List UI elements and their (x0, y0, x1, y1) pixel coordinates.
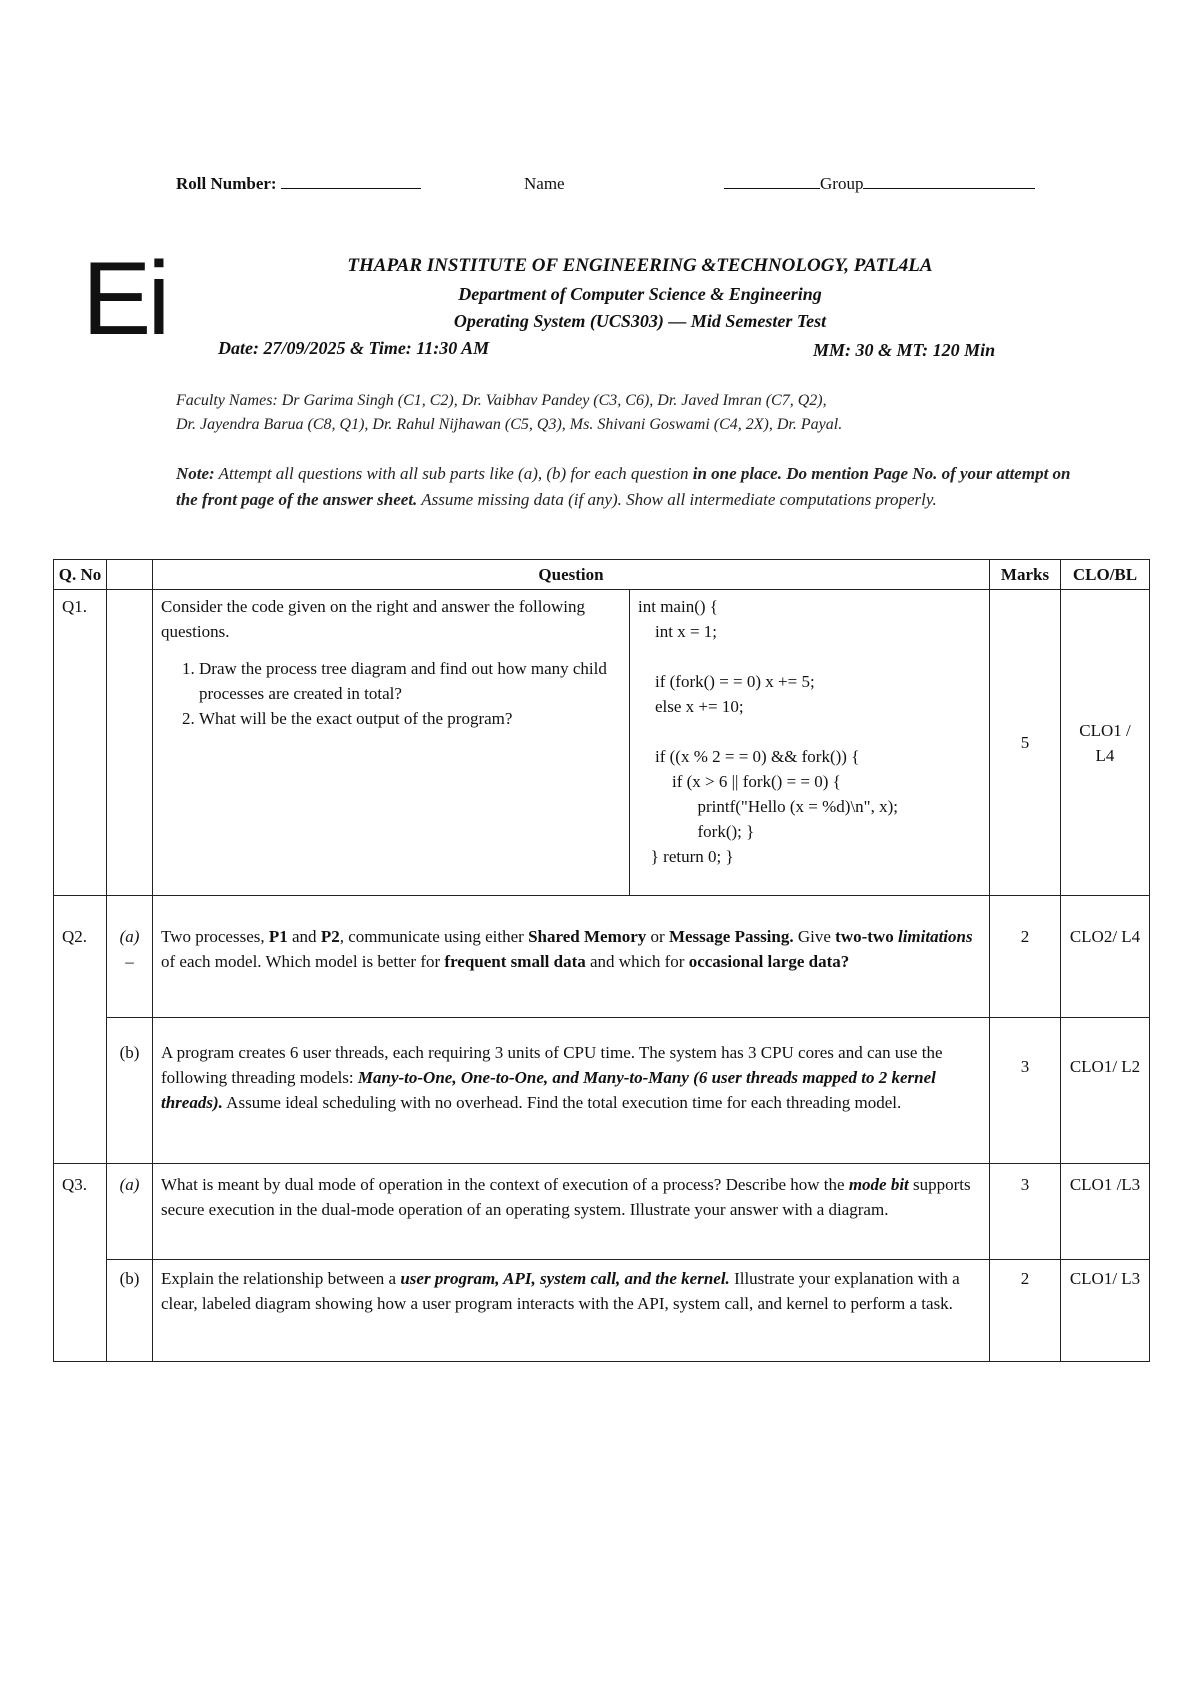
q1-code-line (638, 644, 981, 669)
q2a-bold-p2: P2 (320, 927, 340, 946)
q3b-marks: 2 (990, 1260, 1061, 1362)
course-title: Operating System (UCS303) — Mid Semester Test (453, 311, 827, 331)
q1-code-line: if ((x % 2 = = 0) && fork()) { (638, 747, 860, 766)
q3b-text: Illustrate your explanation with a clear, labeled diagram showing how a user program interacts with the API, system call, and kernel to perform a task. (161, 1269, 960, 1313)
q1-subquestions (161, 656, 621, 731)
q2a-text: and which for (585, 952, 689, 971)
q2a-bold-occasional-large: occasional large data? (688, 952, 850, 971)
q3a-text: supports secure execution in the dual-mode operation of an operating system. Illustrate your answer with a diagram. (161, 1175, 971, 1219)
department-name: Department of Computer Science & Engineering (458, 284, 822, 304)
q1-part (107, 590, 153, 896)
q2a-bold-shared-memory: Shared Memory (528, 927, 647, 946)
q2a-text: of each model. Which model is better for (161, 952, 445, 971)
q2a-text: Give (793, 927, 836, 946)
table-row-q3b (54, 1260, 1150, 1362)
q2a-marks: 2 (990, 896, 1061, 1018)
roll-number-field (176, 174, 421, 194)
table-row-q2b (54, 1018, 1150, 1164)
q2a-text: or (646, 927, 669, 946)
institute-logo: Ei (82, 241, 167, 357)
q1-code-line: else x += 10; (638, 697, 744, 716)
q2b-text: Assume ideal scheduling with no overhead. Find the total execution time for each threading model. (222, 1093, 902, 1112)
q3b-question (153, 1260, 990, 1362)
group-label: Group (820, 174, 864, 193)
note-text-1: Attempt all questions with all sub parts like (a), (b) for each question (214, 464, 693, 483)
q2a-bold-frequent-small: frequent small data (444, 952, 586, 971)
institute-name: THAPAR INSTITUTE OF ENGINEERING &TECHNOLOGY, PATL4LA (347, 255, 933, 276)
group-field (724, 174, 1035, 194)
note-text-2: Assume missing data (if any). Show all intermediate computations properly. (417, 490, 937, 509)
q2b-clo: CLO1/ L2 (1061, 1018, 1150, 1164)
q1-code-line: fork(); } (638, 822, 755, 841)
q2a-part-label: (a) (119, 927, 140, 946)
roll-number-blank (281, 174, 421, 189)
q2a-question (153, 896, 990, 1018)
header-clo: CLO/BL (1061, 560, 1150, 590)
table-row-q2a (54, 896, 1150, 1018)
q1-code-line (638, 719, 981, 744)
q2a-bold-message-passing: Message Passing. (668, 927, 794, 946)
q2b-text: A program creates 6 user threads, each requiring 3 units of CPU time. The system has 3 CPU cores and can use the following threading models: (161, 1043, 943, 1087)
q1-item-1: 1. Draw the process tree diagram and find out how many child processes are created in total? (199, 656, 621, 706)
group-blank-right (863, 174, 1035, 189)
note-label: Note: (176, 464, 215, 483)
q1-code-line: int main() { (638, 597, 718, 616)
header-question: Question (153, 560, 990, 590)
q1-code-line: } return 0; } (638, 847, 734, 866)
table-row-q3a (54, 1164, 1150, 1260)
q2b-question (153, 1018, 990, 1164)
q1-code-line: if (fork() = = 0) x += 5; (638, 672, 815, 691)
exam-date-time: Date: 27/09/2025 & Time: 11:30 AM (218, 338, 490, 358)
q2a-limitations: limitations (897, 927, 973, 946)
q3a-mode-bit: mode bit (848, 1175, 909, 1194)
q3a-question (153, 1164, 990, 1260)
q1-code-block (630, 590, 990, 896)
exam-marks-time: MM: 30 & MT: 120 Min (813, 340, 996, 360)
q3b-text: Explain the relationship between a (161, 1269, 401, 1288)
note-bold-1: in one place. Do mention Page No. of your attempt on the front page of the answer sheet. (176, 464, 1071, 509)
q1-intro: Consider the code given on the right and answer the following questions. (161, 597, 585, 641)
q3a-marks: 3 (990, 1164, 1061, 1260)
q1-item-2: 2. What will be the exact output of the program? (199, 706, 621, 731)
q2b-marks: 3 (990, 1018, 1061, 1164)
q2-number: Q2. (54, 896, 107, 1164)
q1-marks: 5 (990, 590, 1061, 896)
q2a-bold-two-two: two-two (835, 927, 894, 946)
q2a-bold-p1: P1 (268, 927, 288, 946)
q1-question (153, 590, 630, 896)
question-table (53, 559, 1150, 1362)
q3b-part: (b) (107, 1260, 153, 1362)
q2a-part (107, 896, 153, 1018)
table-row-q1 (54, 590, 1150, 896)
q2a-text: , communicate using either (339, 927, 529, 946)
group-blank-left (724, 174, 820, 189)
q2b-part: (b) (107, 1018, 153, 1164)
q3b-clo: CLO1/ L3 (1061, 1260, 1150, 1362)
faculty-line-2: Dr. Jayendra Barua (C8, Q1), Dr. Rahul Nijhawan (C5, Q3), Ms. Shivani Goswami (C4, 2X), Dr. Payal. (176, 416, 843, 433)
roll-number-label: Roll Number: (176, 174, 277, 193)
q3b-user-program-api: user program, API, system call, and the kernel. (400, 1269, 730, 1288)
name-label: Name (524, 174, 565, 193)
q1-clo: CLO1 / L4 (1061, 590, 1150, 896)
header-marks: Marks (990, 560, 1061, 590)
q1-code-line: printf("Hello (x = %d)\n", x); (638, 797, 899, 816)
q3a-clo: CLO1 /L3 (1061, 1164, 1150, 1260)
header-qno: Q. No (54, 560, 107, 590)
header-part (107, 560, 153, 590)
q3a-text: What is meant by dual mode of operation in the context of execution of a process? Describe how the (161, 1175, 849, 1194)
q1-code-line: int x = 1; (638, 622, 718, 641)
table-header-row (54, 560, 1150, 590)
faculty-line-1: Faculty Names: Dr Garima Singh (C1, C2), Dr. Vaibhav Pandey (C3, C6), Dr. Javed Imran (C7, Q2), (176, 392, 827, 409)
exam-note (176, 461, 1076, 513)
q2a-text: and (287, 927, 321, 946)
q1-code-line: if (x > 6 || fork() = = 0) { (638, 772, 841, 791)
q2a-clo: CLO2/ L4 (1061, 896, 1150, 1018)
q3-number: Q3. (54, 1164, 107, 1362)
q3a-part: (a) (107, 1164, 153, 1260)
q2a-text: Two processes, (161, 927, 269, 946)
q1-number: Q1. (54, 590, 107, 896)
q2b-threading-models: Many-to-One, One-to-One, and Many-to-Many (6 user threads mapped to 2 kernel threads). (161, 1068, 936, 1112)
q2a-dash: – (125, 952, 134, 971)
